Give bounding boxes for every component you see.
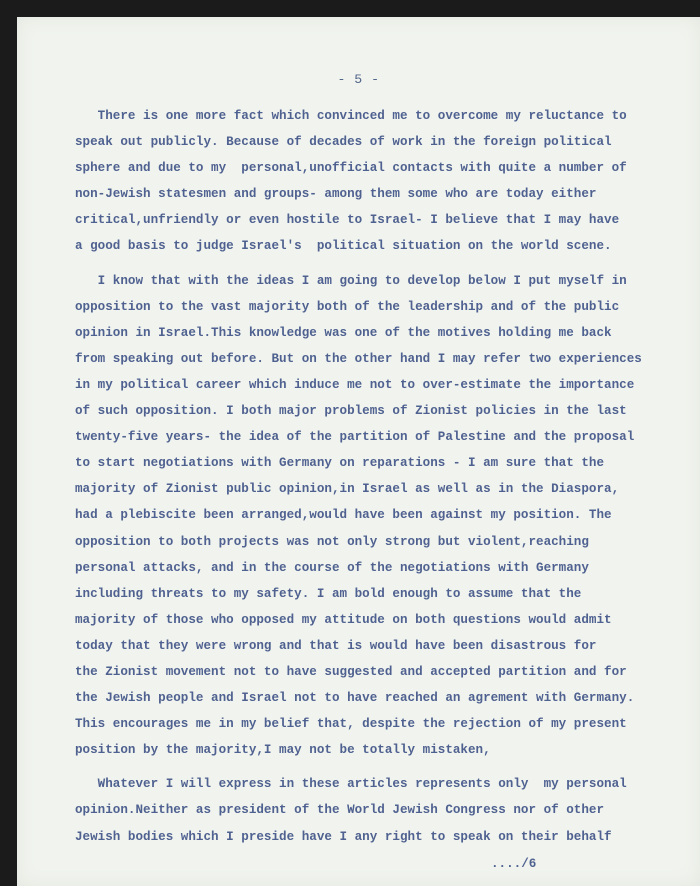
text-line: to start negotiations with Germany on reparations - I am sure that the bbox=[75, 456, 605, 471]
continuation-marker: ..../6 bbox=[491, 857, 537, 871]
document-page bbox=[17, 17, 700, 886]
paragraph bbox=[75, 771, 693, 849]
text-line: had a plebiscite been arranged,would have been against my position. The bbox=[75, 508, 612, 523]
text-line: from speaking out before. But on the other hand I may refer two experiences bbox=[75, 351, 642, 366]
text-line: the Zionist movement not to have suggested and accepted partition and for bbox=[75, 664, 627, 679]
text-line: Jewish bodies which I preside have I any right to speak on their behalf bbox=[75, 829, 612, 844]
text-line: in my political career which induce me not to over-estimate the importance bbox=[75, 377, 635, 392]
text-line: opposition to the vast majority both of the leadership and of the public bbox=[75, 299, 620, 314]
text-line: opposition to both projects was not only strong but violent,reaching bbox=[75, 534, 589, 549]
text-line: including threats to my safety. I am bold enough to assume that the bbox=[75, 586, 582, 601]
text-line: majority of Zionist public opinion,in Israel as well as in the Diaspora, bbox=[75, 482, 620, 497]
text-line: position by the majority,I may not be totally mistaken, bbox=[75, 743, 491, 758]
text-line: today that they were wrong and that is would have been disastrous for bbox=[75, 638, 597, 653]
text-line: Whatever I will express in these articles represents only my personal bbox=[75, 777, 627, 792]
text-line: majority of those who opposed my attitude on both questions would admit bbox=[75, 612, 612, 627]
page-number: - 5 - bbox=[337, 72, 380, 87]
text-line: critical,unfriendly or even hostile to Israel- I believe that I may have bbox=[75, 213, 620, 228]
paragraph bbox=[75, 268, 693, 764]
text-line: opinion in Israel.This knowledge was one of the motives holding me back bbox=[75, 325, 612, 340]
text-line: sphere and due to my personal,unofficial contacts with quite a number of bbox=[75, 161, 627, 176]
text-line: personal attacks, and in the course of the negotiations with Germany bbox=[75, 560, 589, 575]
text-line: opinion.Neither as president of the World Jewish Congress nor of other bbox=[75, 803, 605, 818]
text-line: of such opposition. I both major problems of Zionist policies in the last bbox=[75, 404, 627, 419]
text-line: There is one more fact which convinced me to overcome my reluctance to bbox=[75, 109, 627, 123]
text-line: I know that with the ideas I am going to develop below I put myself in bbox=[75, 273, 627, 288]
text-line: the Jewish people and Israel not to have reached an agrement with Germany. bbox=[75, 691, 635, 706]
text-line: speak out publicly. Because of decades of work in the foreign political bbox=[75, 135, 612, 150]
text-line: This encourages me in my belief that, despite the rejection of my present bbox=[75, 717, 627, 732]
text-line: twenty-five years- the idea of the partition of Palestine and the proposal bbox=[75, 430, 635, 445]
paragraph bbox=[75, 103, 693, 260]
text-line: a good basis to judge Israel's political situation on the world scene. bbox=[75, 239, 612, 254]
paragraph-gap bbox=[75, 260, 693, 268]
paragraph-gap bbox=[75, 763, 693, 771]
document-body bbox=[75, 103, 693, 850]
text-line: non-Jewish statesmen and groups- among them some who are today either bbox=[75, 187, 597, 202]
